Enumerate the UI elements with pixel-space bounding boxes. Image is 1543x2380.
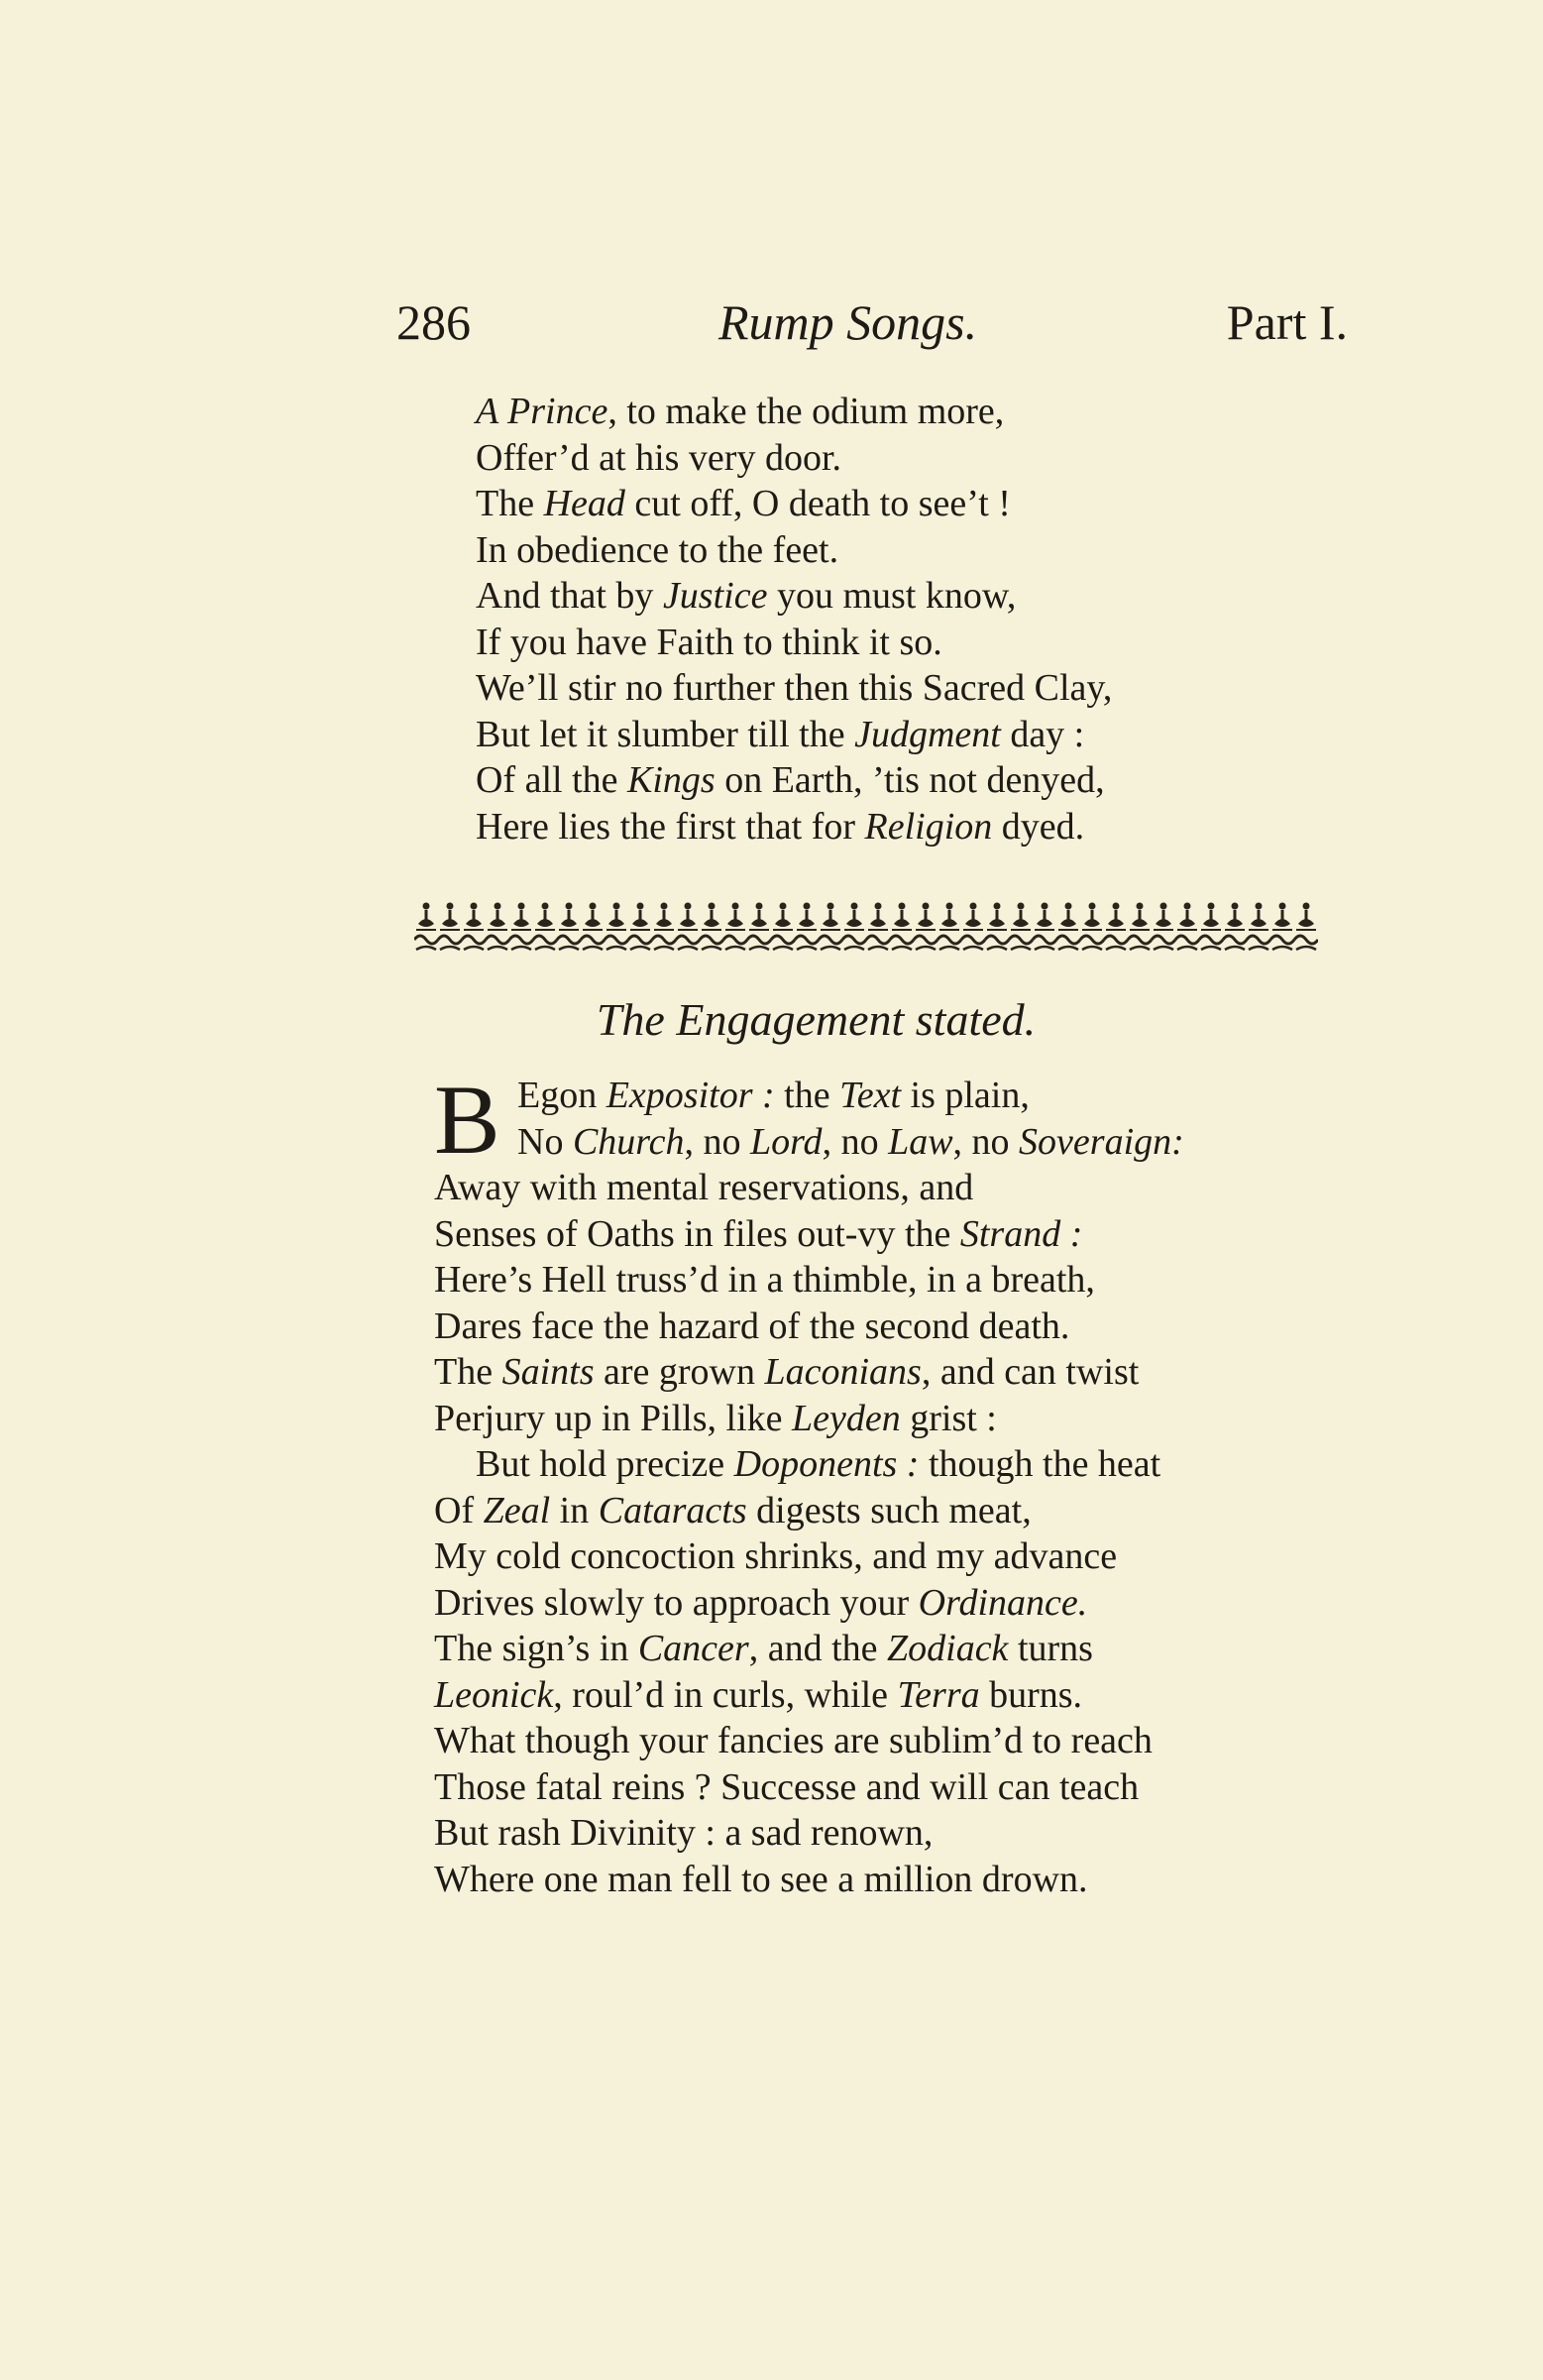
- ornament-glyph: [438, 903, 462, 951]
- text-run: Senses of Oaths in files out-vy the: [434, 1212, 960, 1255]
- verse-line: [434, 1672, 1184, 1719]
- verse-line: [476, 435, 1112, 482]
- text-run: Offer’d at his very door.: [476, 436, 841, 479]
- text-run: are grown: [594, 1351, 765, 1393]
- text-run: , roul’d in curls, while: [553, 1673, 898, 1716]
- italic-text: Laconians: [764, 1351, 922, 1393]
- italic-text: Lord: [750, 1120, 823, 1163]
- ornament-glyph: [1247, 903, 1270, 951]
- verse-line: [434, 1119, 1184, 1166]
- ornamental-band: [414, 900, 1318, 956]
- ornament-glyph: [1080, 903, 1104, 951]
- ornament-glyph: [771, 903, 795, 951]
- text-run: Those fatal reins ? Successe and will can teach: [434, 1765, 1140, 1808]
- verse-line: [434, 1488, 1184, 1534]
- ornament-glyph: [842, 903, 866, 951]
- italic-text: Ordinance.: [918, 1581, 1088, 1624]
- ornament-glyph: [557, 903, 581, 951]
- ornament-glyph: [795, 903, 819, 951]
- part-label: Part I.: [1226, 294, 1348, 350]
- drop-cap: B: [434, 1065, 500, 1175]
- text-run: Where one man fell to see a million drown.: [434, 1858, 1088, 1900]
- ornament-glyph: [509, 903, 533, 951]
- text-run: in: [550, 1489, 599, 1531]
- text-run: , to make the odium more,: [607, 391, 1005, 432]
- italic-text: Terra: [897, 1673, 980, 1716]
- verse-line: [434, 1718, 1184, 1764]
- text-run: Of: [434, 1489, 484, 1531]
- verse-line: [476, 804, 1112, 850]
- verse-line: [476, 712, 1112, 758]
- ornament-glyph: [533, 903, 557, 951]
- ornament-glyph: [890, 903, 914, 951]
- italic-text: Church: [572, 1120, 685, 1163]
- italic-text: Cancer: [637, 1628, 749, 1669]
- verse-line: [434, 1533, 1184, 1580]
- text-run: And that by: [476, 575, 663, 617]
- ornament-glyph: [676, 903, 700, 951]
- text-run: , and can twist: [921, 1351, 1140, 1393]
- ornament-glyph: [486, 903, 509, 951]
- text-run: Egon: [517, 1075, 606, 1116]
- italic-text: Judgment: [854, 713, 1001, 755]
- italic-text: Zeal: [483, 1489, 551, 1531]
- text-run: The: [434, 1351, 502, 1393]
- page-number: 286: [396, 294, 471, 350]
- ornament-glyph: [723, 903, 747, 951]
- italic-text: Doponents :: [733, 1443, 920, 1485]
- italic-text: Justice: [662, 575, 768, 617]
- running-title: Rump Songs.: [718, 294, 978, 350]
- text-run: Drives slowly to approach your: [434, 1581, 919, 1624]
- text-run: cut off, O death to see’t !: [624, 483, 1011, 524]
- ornament-glyph: [1294, 903, 1318, 951]
- ornament-glyph: [961, 903, 985, 951]
- text-run: Perjury up in Pills, like: [434, 1397, 792, 1439]
- italic-text: Saints: [501, 1351, 595, 1393]
- ornament-glyph: [1104, 903, 1128, 951]
- ornament-glyph: [1270, 903, 1294, 951]
- verse-line: [434, 1165, 1184, 1211]
- verse-line: [476, 665, 1112, 712]
- ornament-glyph: [700, 903, 723, 951]
- italic-text: Head: [543, 483, 625, 524]
- italic-text: A Prince: [476, 391, 608, 432]
- text-run: My cold concoction shrinks, and my advance: [434, 1535, 1118, 1577]
- italic-text: Cataracts: [598, 1489, 747, 1531]
- text-run: But let it slumber till the: [476, 713, 855, 755]
- ornament-glyph: [414, 903, 438, 951]
- verse-line: [434, 1626, 1184, 1672]
- text-run: Dares face the hazard of the second death.: [434, 1304, 1070, 1347]
- text-run: is plain,: [901, 1075, 1030, 1116]
- ornament-glyph: [1056, 903, 1080, 951]
- text-run: though the heat: [919, 1443, 1161, 1485]
- italic-text: Soveraign:: [1019, 1120, 1184, 1163]
- text-run: Here’s Hell truss’d in a thimble, in a breath,: [434, 1259, 1095, 1301]
- italic-text: Leonick: [434, 1673, 554, 1716]
- text-run: The sign’s in: [434, 1628, 638, 1669]
- italic-text: Kings: [627, 759, 716, 801]
- text-run: Here lies the first that for: [476, 805, 865, 848]
- text-run: on Earth, ’tis not denyed,: [715, 759, 1105, 801]
- text-run: We’ll stir no further then this Sacred Clay,: [476, 667, 1113, 709]
- verse-line: [434, 1441, 1184, 1488]
- text-run: , and the: [748, 1628, 887, 1669]
- italic-text: Law: [888, 1120, 953, 1163]
- text-run: burns.: [979, 1673, 1083, 1716]
- poem-engagement: [434, 1065, 1184, 1902]
- poem-continued: [476, 389, 1112, 850]
- text-run: Away with mental reservations, and: [434, 1167, 974, 1208]
- verse-line: [476, 757, 1112, 804]
- verse-line: [476, 389, 1112, 435]
- running-header: [396, 293, 1348, 363]
- text-run: No: [517, 1120, 573, 1163]
- verse-line: [476, 527, 1112, 574]
- ornament-glyph: [581, 903, 605, 951]
- ornament-glyph: [1128, 903, 1152, 951]
- text-run: you must know,: [767, 575, 1017, 617]
- italic-text: Religion: [864, 805, 993, 848]
- text-run: If you have Faith to think it so.: [476, 621, 942, 663]
- text-run: , no: [684, 1120, 751, 1163]
- section-title: The Engagement stated.: [596, 994, 1037, 1045]
- verse-line: [434, 1857, 1184, 1903]
- text-run: In obedience to the feet.: [476, 528, 839, 571]
- verse-line: [476, 620, 1112, 666]
- ornament-glyph: [747, 903, 771, 951]
- ornament-glyph: [1175, 903, 1199, 951]
- verse-line: [434, 1810, 1184, 1857]
- italic-text: Expositor :: [606, 1075, 775, 1116]
- ornament-glyph: [1033, 903, 1056, 951]
- verse-line: [434, 1303, 1184, 1350]
- ornament-glyph: [866, 903, 890, 951]
- verse-line: [476, 573, 1112, 620]
- text-run: digests such meat,: [746, 1489, 1032, 1531]
- text-run: dyed.: [992, 805, 1085, 848]
- ornament-glyph: [605, 903, 628, 951]
- ornament-glyph: [652, 903, 676, 951]
- text-run: Of all the: [476, 759, 628, 801]
- verse-line: [434, 1349, 1184, 1396]
- text-run: grist :: [900, 1397, 997, 1439]
- verse-line: [434, 1073, 1184, 1119]
- text-run: What though your fancies are sublim’d to reach: [434, 1720, 1153, 1761]
- ornament-glyph: [937, 903, 961, 951]
- ornament-glyph: [985, 903, 1009, 951]
- italic-text: Zodiack: [887, 1628, 1009, 1669]
- verse-line: [476, 481, 1112, 527]
- verse-line: [434, 1396, 1184, 1442]
- italic-text: Leyden: [792, 1397, 901, 1439]
- ornament-glyph: [628, 903, 652, 951]
- ornament-glyph: [1152, 903, 1175, 951]
- ornament-glyph: [1009, 903, 1033, 951]
- italic-text: Strand :: [959, 1212, 1083, 1255]
- verse-line: [434, 1764, 1184, 1811]
- text-run: But rash Divinity : a sad renown,: [434, 1812, 934, 1854]
- text-run: But hold precize: [476, 1443, 734, 1485]
- ornament-glyph: [819, 903, 842, 951]
- text-run: The: [476, 483, 544, 524]
- ornament-glyph: [462, 903, 486, 951]
- text-run: turns: [1008, 1628, 1093, 1669]
- verse-line: [434, 1211, 1184, 1258]
- italic-text: Text: [839, 1075, 902, 1116]
- text-run: , no: [952, 1120, 1020, 1163]
- ornament-glyph: [914, 903, 937, 951]
- text-run: day :: [1000, 713, 1085, 755]
- verse-line: [434, 1580, 1184, 1627]
- text-run: the: [774, 1075, 840, 1116]
- text-run: , no: [822, 1120, 889, 1163]
- ornament-glyph: [1199, 903, 1223, 951]
- ornament-glyph: [1223, 903, 1247, 951]
- verse-line: [434, 1257, 1184, 1303]
